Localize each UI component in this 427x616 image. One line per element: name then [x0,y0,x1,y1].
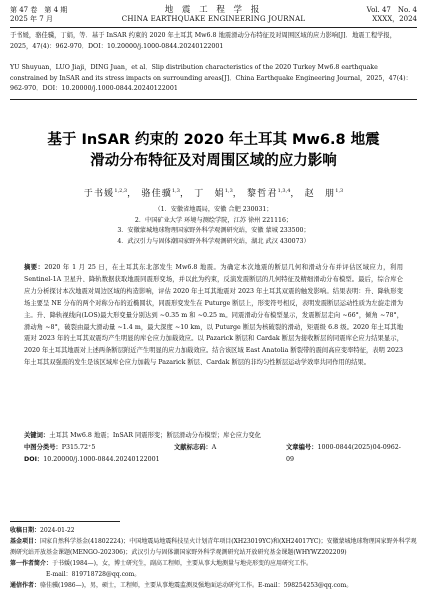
article-number: 文章编号：1000-0844(2025)04-0962-09 [286,444,401,463]
doi: DOI：10.20000/j.1000-0844.20240122001 [24,456,160,463]
date-cn: 2025 年 7 月 [10,15,53,23]
clc: 中图分类号：P315.72⁺5 [24,444,96,451]
volume-issue-en: Vol. 47 No. 4 [366,6,417,14]
keywords-text: 土耳其 Mw6.8 地震；InSAR 同震形变；断层滑动分布模型；库仑应力变化 [49,432,261,439]
author-list: 于书媛$^{1,2,3}$， 骆佳骥$^{1,3}$， 丁 娟$^{1,3}$， 黎哲君$^{1,3,4}$， 赵 朋$^{1,3}$ [83,188,344,199]
article-title [10,130,417,172]
header-rule [10,27,417,28]
first-author-email: E-mail：819718728@qq.com。 [46,571,141,578]
header-center [0,6,427,24]
corresponding-author: 通信作者：骆佳骥(1986—)，男，硕士，工程师，主要从事地震监测及强地面运动研究工作。E-mail：598254253@qq.com。 [10,582,353,589]
citation-en: YU Shuyuan，LUO Jiaji，DING Juan，et al．Slip distribution characteristics of the 2020 Turkey Mw6.8 earthquake constrained by InSAR and its stress impacts on surrounding areas[J]．China Earthquake Engineering Journal，2025，47(4)：962-970．DOI：10.20000/j.1000-0844.20240122001 [10,64,412,92]
document-code: 文献标志码：A [174,444,217,451]
citation-rule [10,99,417,100]
author: 于书媛$^{1,2,3}$ [83,188,128,199]
author: 丁 娟$^{1,3}$ [194,188,233,199]
title-line-1: 基于 InSAR 约束的 2020 年土耳其 Mw6.8 地震 [47,132,380,148]
abstract [24,262,403,369]
keywords-label: 关键词： [24,432,50,439]
affiliation: 2．中国矿业大学 环境与测绘学院，江苏 徐州 221116； [134,216,293,224]
abstract-label: 摘要： [24,264,45,271]
header-right [367,6,417,24]
volume-issue-cn: 第 47 卷 第 4 期 [10,6,68,14]
abstract-text: 2020 年 1 月 25 日，在土耳其东北部发生 Mw6.8 地震。为确定本次地震的断层几何和滑动分布并评估区域应力，利用 Sentinel-1A 卫星升、降轨数据获取地震同震形变场，并以此为约束，反演发震断层的几何特征及精细滑动分布模型。最后，综合库仑应力分析探讨本次地震对周边区域的构造影响，评估 2020 年土耳其地震对 2023 年土耳其双震的触发影响。结果表明：升、降轨形变场主要呈 NE 分布的两个对称分布的近椭圆状，同震形变发生在 Puturge 断层上，形变符号相反，表明发震断层运动性质为左旋走滑为主。升、降轨视线向(LOS)最大形变量分别达到 ~0.35 m 和 ~0.25 m。同震滑动分布模型显示，发震断层走向 ~66°，倾角 ~78°，滑动角 ~8°，破裂由最大滑动量 ~1.4 m，最大深度 ~10 km，以 Puturge 断层为核破裂的滑动，矩震级 6.8 级。2020 年土耳其地震对 2023 年的土耳其双震均产生明显的库仑应力加载效应。以 Pazarick 断层和 Cardak 断层为接收断层的同震库仑应力结果显示，2020 年土耳其地震对上述两条断层附近产生明显的应力加载效应。结合该区域 East Anatolia 断裂带的震间高应变率特征，表明 2023 年土耳其双强震的发生是该区域库仑应力加载与 Pazarick 断层、Cardak 断层的非均匀性断层运动学效率共同作用的结果。 [24,264,403,367]
fund: 基金项目：国家自然科学基金(41802224)；中国地震局地震科技星火计划青年项目(XH23019YC)和(XH24017YC)；安徽蒙城地球物理国家野外科学观测研究站开放基金课题(MENGO-202306)；武汉引力与固体潮国家野外科学观测研究站开放研究基金课题(WHYWZ202209) [10,538,417,556]
affiliation: 3．安徽蒙城地球物理国家野外科学观测研究站，安徽 蒙城 233500； [117,227,310,234]
date-en: XXXX，2024 [372,15,417,23]
footnote-rule [10,521,120,522]
author: 骆佳骥$^{1,3}$ [141,188,180,199]
affiliations [0,205,427,247]
received-date: 收稿日期：2024-01-22 [10,527,75,534]
author: 赵 朋$^{1,3}$ [304,188,344,199]
journal-name-en: CHINA EARTHQUAKE ENGINEERING JOURNAL [121,15,306,23]
affiliation: 4．武汉引力与固体潮国家野外科学观测研究站，湖北 武汉 430073） [117,237,310,245]
footnotes [10,525,417,591]
article-meta [24,442,404,466]
title-line-2: 滑动分布特征及对周围区域的应力影响 [90,153,337,169]
journal-name-cn: 地 震 工 程 学 报 [164,5,263,15]
first-author: 第一作者简介：于书媛(1984—)，女，博士研究生，副高工程师，主要从事大地测量与地壳形变的应用研究工作。 [10,560,312,567]
keywords [24,430,403,439]
author: 黎哲君$^{1,3,4}$ [247,188,291,199]
citation-cn: 于书媛，骆佳骥，丁娟，等．基于 InSAR 约束的 2020 年土耳其 Mw6.8 地震滑动分布特征及对周围区域的应力影响[J]．地震工程学报，2025，47(4)：962-970．DOI：10.20000/j.1000-0844.20240122001 [10,32,397,50]
affiliation: （1．安徽省地震局，安徽 合肥 230031； [154,206,273,213]
